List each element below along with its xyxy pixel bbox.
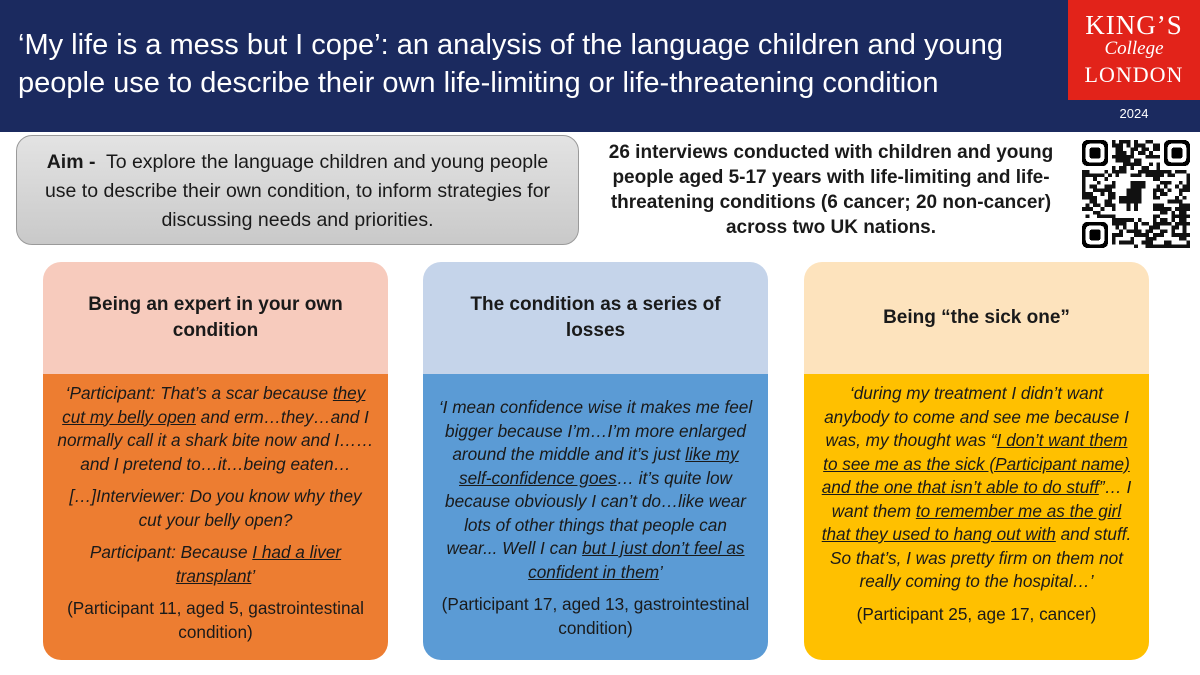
- aim-label: Aim -: [46, 151, 96, 173]
- interviews-summary: 26 interviews conducted with children and young people aged 5-17 years with life-limiting and life-threatening conditions (6 cancer; 20 non-cancer) across two UK nations.: [608, 142, 1054, 238]
- quote-line: ‘I mean confidence wise it makes me feel bigger because I’m…I’m more enlarged around the middle and it’s just like my self-confidence goes… it’s quite low because obviously I can’t do…like wear lots of other things that people can wear... Well I can but I just don’t feel as confident in them’: [438, 397, 753, 582]
- theme-quote-expert: [43, 374, 388, 660]
- quote-line: ‘Participant: That’s a scar because they cut my belly open and erm…they…and I normally call it a shark bite now and I……and I pretend to…it…being eaten…: [57, 383, 374, 474]
- qr-code-icon[interactable]: [1082, 140, 1190, 248]
- logo-line-kings: KING’S: [1085, 10, 1183, 40]
- kings-college-london-logo: [1068, 0, 1200, 100]
- theme-card-losses: [423, 262, 768, 660]
- poster-title: ‘My life is a mess but I cope’: an analysis of the language children and young people use to describe their own life-limiting or life-threatening condition: [18, 29, 1003, 99]
- theme-title-sick-one: Being “the sick one”: [804, 262, 1149, 374]
- quote-line: ‘during my treatment I didn’t want anybody to come and see me because I was, my thought was “I don’t want them to see me as the sick (Participant name) and the one that isn’t able to do stuff”… I want them to remember me as the girl that they used to hang out with and stuff. So that’s, I was pretty firm on them not really coming to the hospital…’: [821, 383, 1132, 591]
- theme-quote-losses: [423, 374, 768, 660]
- participant-attribution: (Participant 11, aged 5, gastrointestinal condition): [67, 598, 364, 642]
- aim-box: [16, 135, 579, 245]
- logo-line-london: LONDON: [1084, 62, 1184, 87]
- participant-attribution: (Participant 25, age 17, cancer): [856, 603, 1097, 624]
- title-banner: [0, 0, 1200, 132]
- logo-line-college: College: [1104, 38, 1164, 59]
- theme-quote-sick-one: [804, 374, 1149, 660]
- quote-line: Participant: Because I had a liver transplant’: [89, 542, 342, 586]
- theme-card-sick-one: [804, 262, 1149, 660]
- quote-line: […]Interviewer: Do you know why they cut your belly open?: [69, 486, 362, 530]
- aim-text: To explore the language children and young people use to describe their own condition, to inform strategies for discussing needs and priorities.: [44, 151, 551, 231]
- year-label: 2024: [1119, 106, 1149, 121]
- theme-title-expert: Being an expert in your own condition: [43, 262, 388, 374]
- participant-attribution: (Participant 17, aged 13, gastrointestinal condition): [441, 594, 750, 638]
- theme-title-losses: The condition as a series of losses: [423, 262, 768, 374]
- theme-card-expert: [43, 262, 388, 660]
